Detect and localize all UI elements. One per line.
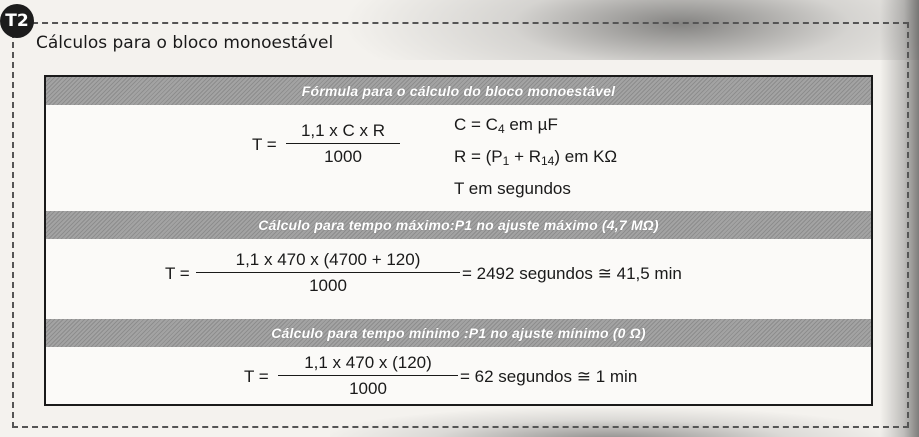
formula-header: Fórmula para o cálculo do bloco monoestável [46, 77, 871, 105]
min-denominator: 1000 [349, 379, 387, 398]
max-lhs: T = [165, 264, 190, 283]
max-numerator: 1,1 x 470 x (4700 + 120) [196, 250, 460, 273]
min-header: Cálculo para tempo mínimo :P1 no ajuste mínimo (0 Ω) [46, 319, 871, 347]
formula-lhs: T = [252, 135, 277, 154]
max-denominator: 1000 [309, 276, 347, 295]
section-badge: T2 [0, 4, 34, 38]
definition-t: T em segundos [454, 179, 571, 198]
formula-denominator: 1000 [324, 147, 362, 166]
formula-box [44, 75, 873, 406]
max-result: = 2492 segundos ≅ 41,5 min [462, 264, 682, 283]
max-fraction [196, 250, 460, 296]
min-lhs: T = [244, 367, 269, 386]
min-result: = 62 segundos ≅ 1 min [460, 367, 638, 386]
formula-definitions [454, 111, 617, 202]
max-header: Cálculo para tempo máximo:P1 no ajuste máximo (4,7 MΩ) [46, 211, 871, 239]
formula-fraction [286, 121, 400, 167]
min-numerator: 1,1 x 470 x (120) [278, 353, 458, 376]
definition-r: $R = (P_1 + R_{14})$ em KΩ [454, 147, 618, 168]
section-title: Cálculos para o bloco monoestável [36, 33, 334, 53]
formula-numerator: 1,1 x C x R [286, 121, 400, 144]
definition-c: $C = C_4$ em µF [454, 115, 558, 136]
min-fraction [278, 353, 458, 399]
